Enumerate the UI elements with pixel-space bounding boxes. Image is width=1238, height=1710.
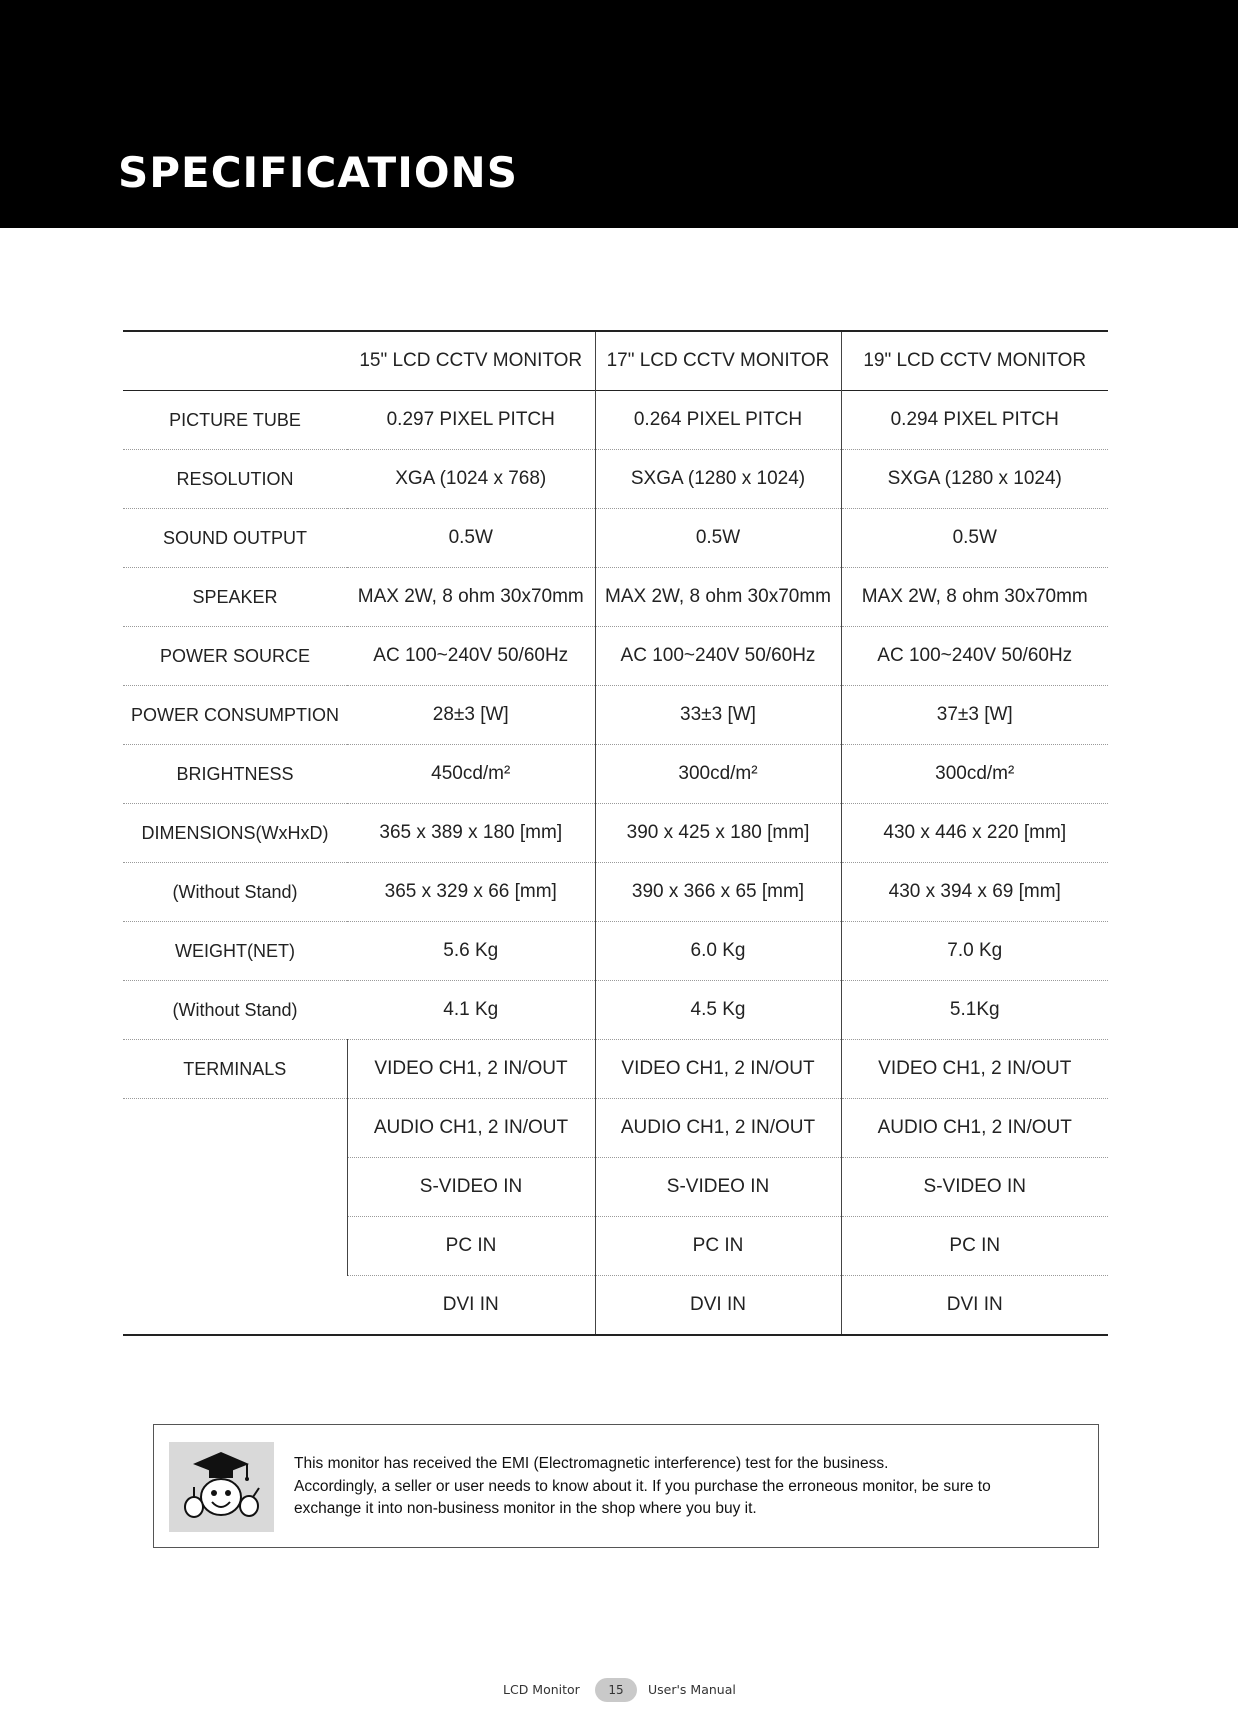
row-label [123, 1217, 347, 1276]
row-label [123, 1158, 347, 1217]
header-band [0, 0, 1238, 228]
table-header-row [123, 331, 1108, 391]
cell-17in: 390 x 425 x 180 [mm] [595, 804, 841, 863]
row-label [123, 1276, 347, 1336]
row-label: (Without Stand) [172, 999, 298, 1020]
footer-manual: User's Manual [648, 1682, 736, 1697]
cell-17in: AC 100~240V 50/60Hz [595, 627, 841, 686]
cell-19in: DVI IN [946, 1294, 1003, 1315]
cell-19in: S-VIDEO IN [841, 1158, 1108, 1217]
table-row [123, 1276, 1108, 1336]
cell-17in: S-VIDEO IN [595, 1158, 841, 1217]
cell-15in: 28±3 [W] [347, 686, 595, 745]
header-cell-15in: 15" LCD CCTV MONITOR [347, 331, 595, 391]
row-label: POWER CONSUMPTION [130, 704, 339, 725]
table-row [123, 863, 1108, 922]
cell-15in: AC 100~240V 50/60Hz [347, 627, 595, 686]
table-row [123, 981, 1108, 1040]
header-cell-19in: 19" LCD CCTV MONITOR [863, 350, 1087, 371]
cell-19in: SXGA (1280 x 1024) [887, 468, 1062, 489]
table-row [123, 450, 1108, 509]
table-row [123, 745, 1108, 804]
cell-15in: 0.5W [347, 509, 595, 568]
note-line: This monitor has received the EMI (Electromagnetic interference) test for the business. [294, 1455, 889, 1472]
cell-19in: 300cd/m² [935, 763, 1015, 784]
cell-15in: AUDIO CH1, 2 IN/OUT [347, 1099, 595, 1158]
header-cell-17in: 17" LCD CCTV MONITOR [595, 331, 841, 391]
row-label: BRIGHTNESS [176, 763, 294, 784]
cell-15in: PC IN [347, 1217, 595, 1276]
cell-19in: 0.5W [952, 527, 997, 548]
cell-17in: AUDIO CH1, 2 IN/OUT [595, 1099, 841, 1158]
cell-19in: AC 100~240V 50/60Hz [877, 645, 1073, 666]
cell-19in: 430 x 394 x 69 [mm] [888, 881, 1061, 902]
cell-19in: 430 x 446 x 220 [mm] [883, 822, 1067, 843]
note-line: exchange it into non-business monitor in the shop where you buy it. [294, 1500, 757, 1517]
specifications-table [123, 330, 1108, 1336]
cell-19in: 7.0 Kg [947, 940, 1003, 961]
cell-17in: 0.264 PIXEL PITCH [595, 391, 841, 450]
emi-note-box [153, 1424, 1099, 1548]
emi-note-text [294, 1453, 1084, 1521]
row-label: WEIGHT(NET) [175, 940, 295, 961]
cell-15in: 365 x 389 x 180 [mm] [347, 804, 595, 863]
cell-17in: 390 x 366 x 65 [mm] [595, 863, 841, 922]
cell-19in: MAX 2W, 8 ohm 30x70mm [861, 586, 1088, 607]
table-row [123, 922, 1108, 981]
header-cell [123, 331, 347, 391]
cell-17in: VIDEO CH1, 2 IN/OUT [595, 1040, 841, 1099]
row-label: RESOLUTION [176, 468, 294, 489]
cell-17in: 4.5 Kg [595, 981, 841, 1040]
cell-17in: 33±3 [W] [595, 686, 841, 745]
cell-15in: XGA (1024 x 768) [347, 450, 595, 509]
table-row [123, 391, 1108, 450]
table-row [123, 1217, 1108, 1276]
row-label: (Without Stand) [172, 881, 298, 902]
cell-15in: MAX 2W, 8 ohm 30x70mm [347, 568, 595, 627]
row-label [123, 1099, 347, 1158]
page-footer [0, 1678, 1238, 1702]
cell-15in: 0.297 PIXEL PITCH [347, 391, 595, 450]
cell-19in: 0.294 PIXEL PITCH [890, 409, 1059, 430]
cell-17in: 0.5W [595, 509, 841, 568]
cell-17in: DVI IN [595, 1276, 841, 1336]
cell-19in: 37±3 [W] [936, 704, 1013, 725]
footer-product: LCD Monitor [503, 1682, 580, 1697]
table-row [123, 627, 1108, 686]
note-line: Accordingly, a seller or user needs to know about it. If you purchase the erroneous monitor, be sure to [294, 1477, 991, 1495]
cell-19in: AUDIO CH1, 2 IN/OUT [841, 1099, 1108, 1158]
row-label: POWER SOURCE [159, 645, 310, 666]
cell-17in: SXGA (1280 x 1024) [595, 450, 841, 509]
cell-17in: 6.0 Kg [595, 922, 841, 981]
row-label: SOUND OUTPUT [163, 527, 307, 548]
table-row [123, 1040, 1108, 1099]
table-row [123, 509, 1108, 568]
row-label: DIMENSIONS(WxHxD) [141, 822, 329, 843]
cell-15in: VIDEO CH1, 2 IN/OUT [347, 1040, 595, 1099]
table-row [123, 804, 1108, 863]
cell-17in: 300cd/m² [595, 745, 841, 804]
cell-17in: PC IN [595, 1217, 841, 1276]
cell-15in: DVI IN [347, 1276, 595, 1336]
cell-19in: PC IN [841, 1217, 1108, 1276]
table-row [123, 1099, 1108, 1158]
page-title: SPECIFICATIONS [118, 148, 518, 197]
row-label: PICTURE TUBE [169, 409, 301, 430]
cell-19in: VIDEO CH1, 2 IN/OUT [878, 1058, 1072, 1079]
page-number: 15 [595, 1678, 637, 1702]
row-label: TERMINALS [123, 1040, 347, 1099]
table-row [123, 1158, 1108, 1217]
cell-15in: 5.6 Kg [347, 922, 595, 981]
table-row [123, 686, 1108, 745]
table-row [123, 568, 1108, 627]
cell-19in: 5.1Kg [949, 999, 1000, 1020]
cell-15in: S-VIDEO IN [347, 1158, 595, 1217]
graduate-mascot-icon [169, 1442, 274, 1532]
row-label: SPEAKER [192, 586, 278, 607]
cell-17in: MAX 2W, 8 ohm 30x70mm [595, 568, 841, 627]
cell-15in: 4.1 Kg [347, 981, 595, 1040]
cell-15in: 365 x 329 x 66 [mm] [347, 863, 595, 922]
cell-15in: 450cd/m² [347, 745, 595, 804]
